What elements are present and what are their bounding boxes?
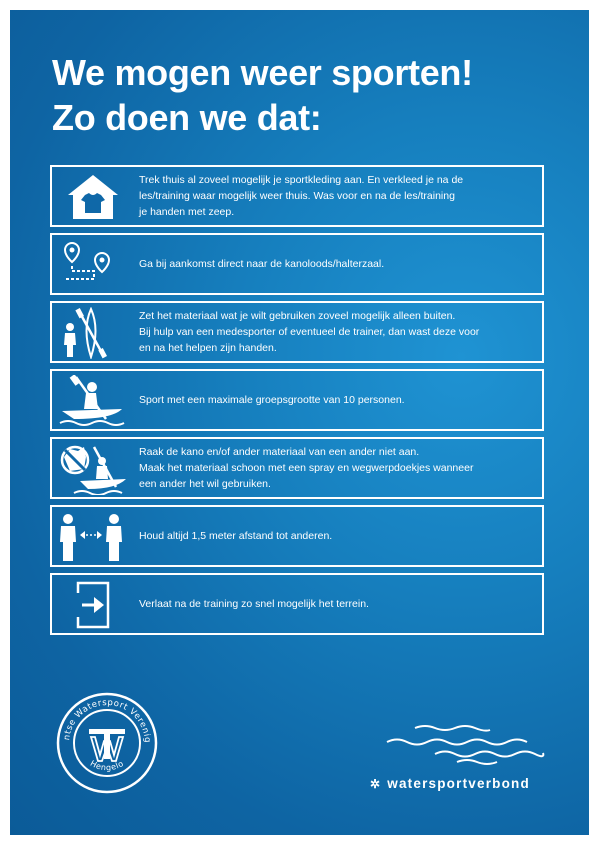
rule-item-distance [50, 505, 544, 567]
page-title [52, 50, 473, 140]
rule-item-equipment [50, 301, 544, 363]
route-pins-icon [58, 239, 128, 291]
distance-people-icon [58, 511, 128, 563]
club-logo [55, 691, 159, 795]
federation-name: ✲ watersportverbond [370, 776, 530, 791]
house-shirt-icon [58, 171, 128, 223]
star-icon: ✲ [370, 776, 382, 791]
rule-text: Sport met een maximale groepsgrootte van 10 personen. [139, 394, 405, 406]
rule-text: Houd altijd 1,5 meter afstand tot anderen. [139, 530, 333, 542]
rule-item-no-touch [50, 437, 544, 499]
rule-text: Verlaat na de training zo snel mogelijk het terrein. [139, 598, 369, 610]
club-city-text: Hengelo [88, 758, 126, 773]
federation-logo [370, 722, 550, 802]
rule-text: Ga bij aankomst direct naar de kanoloods/halterzaal. [139, 258, 385, 270]
rule-item-group-size [50, 369, 544, 431]
rule-text: Zet het materiaal wat je wilt gebruiken zoveel mogelijk alleen buiten. Bij hulp van een medesporter of eventueel de trainer, dan wast deze voor en na het helpen zijn handen. [139, 310, 480, 354]
rule-text: Raak de kano en/of ander materiaal van een ander niet aan. Maak het materiaal schoon met een spray en wegwerpdoekjes wanneer een ander het wil gebruiken. [139, 446, 474, 490]
title-line-1: We mogen weer sporten! [52, 52, 473, 93]
svg-text:Twentse Watersport Vereniging [55, 691, 152, 744]
club-ring-text: ntse Watersport Verenig [62, 697, 153, 744]
person-kayak-icon [58, 307, 128, 359]
kayaker-icon [58, 375, 128, 427]
waves-icon [385, 722, 545, 766]
rule-item-leave [50, 573, 544, 635]
rules-list [50, 165, 544, 641]
title-line-2: Zo doen we dat: [52, 97, 322, 138]
rule-text: Trek thuis al zoveel mogelijk je sportkleding aan. En verkleed je na de les/training waar mogelijk weer thuis. Was voor en na de les/training je handen met zeep. [139, 174, 464, 218]
poster [10, 10, 589, 835]
rule-item-clothing [50, 165, 544, 227]
exit-icon [58, 579, 128, 631]
rule-item-arrival [50, 233, 544, 295]
svg-text:Hengelo [89, 759, 126, 773]
no-touch-kayak-icon [58, 443, 128, 495]
